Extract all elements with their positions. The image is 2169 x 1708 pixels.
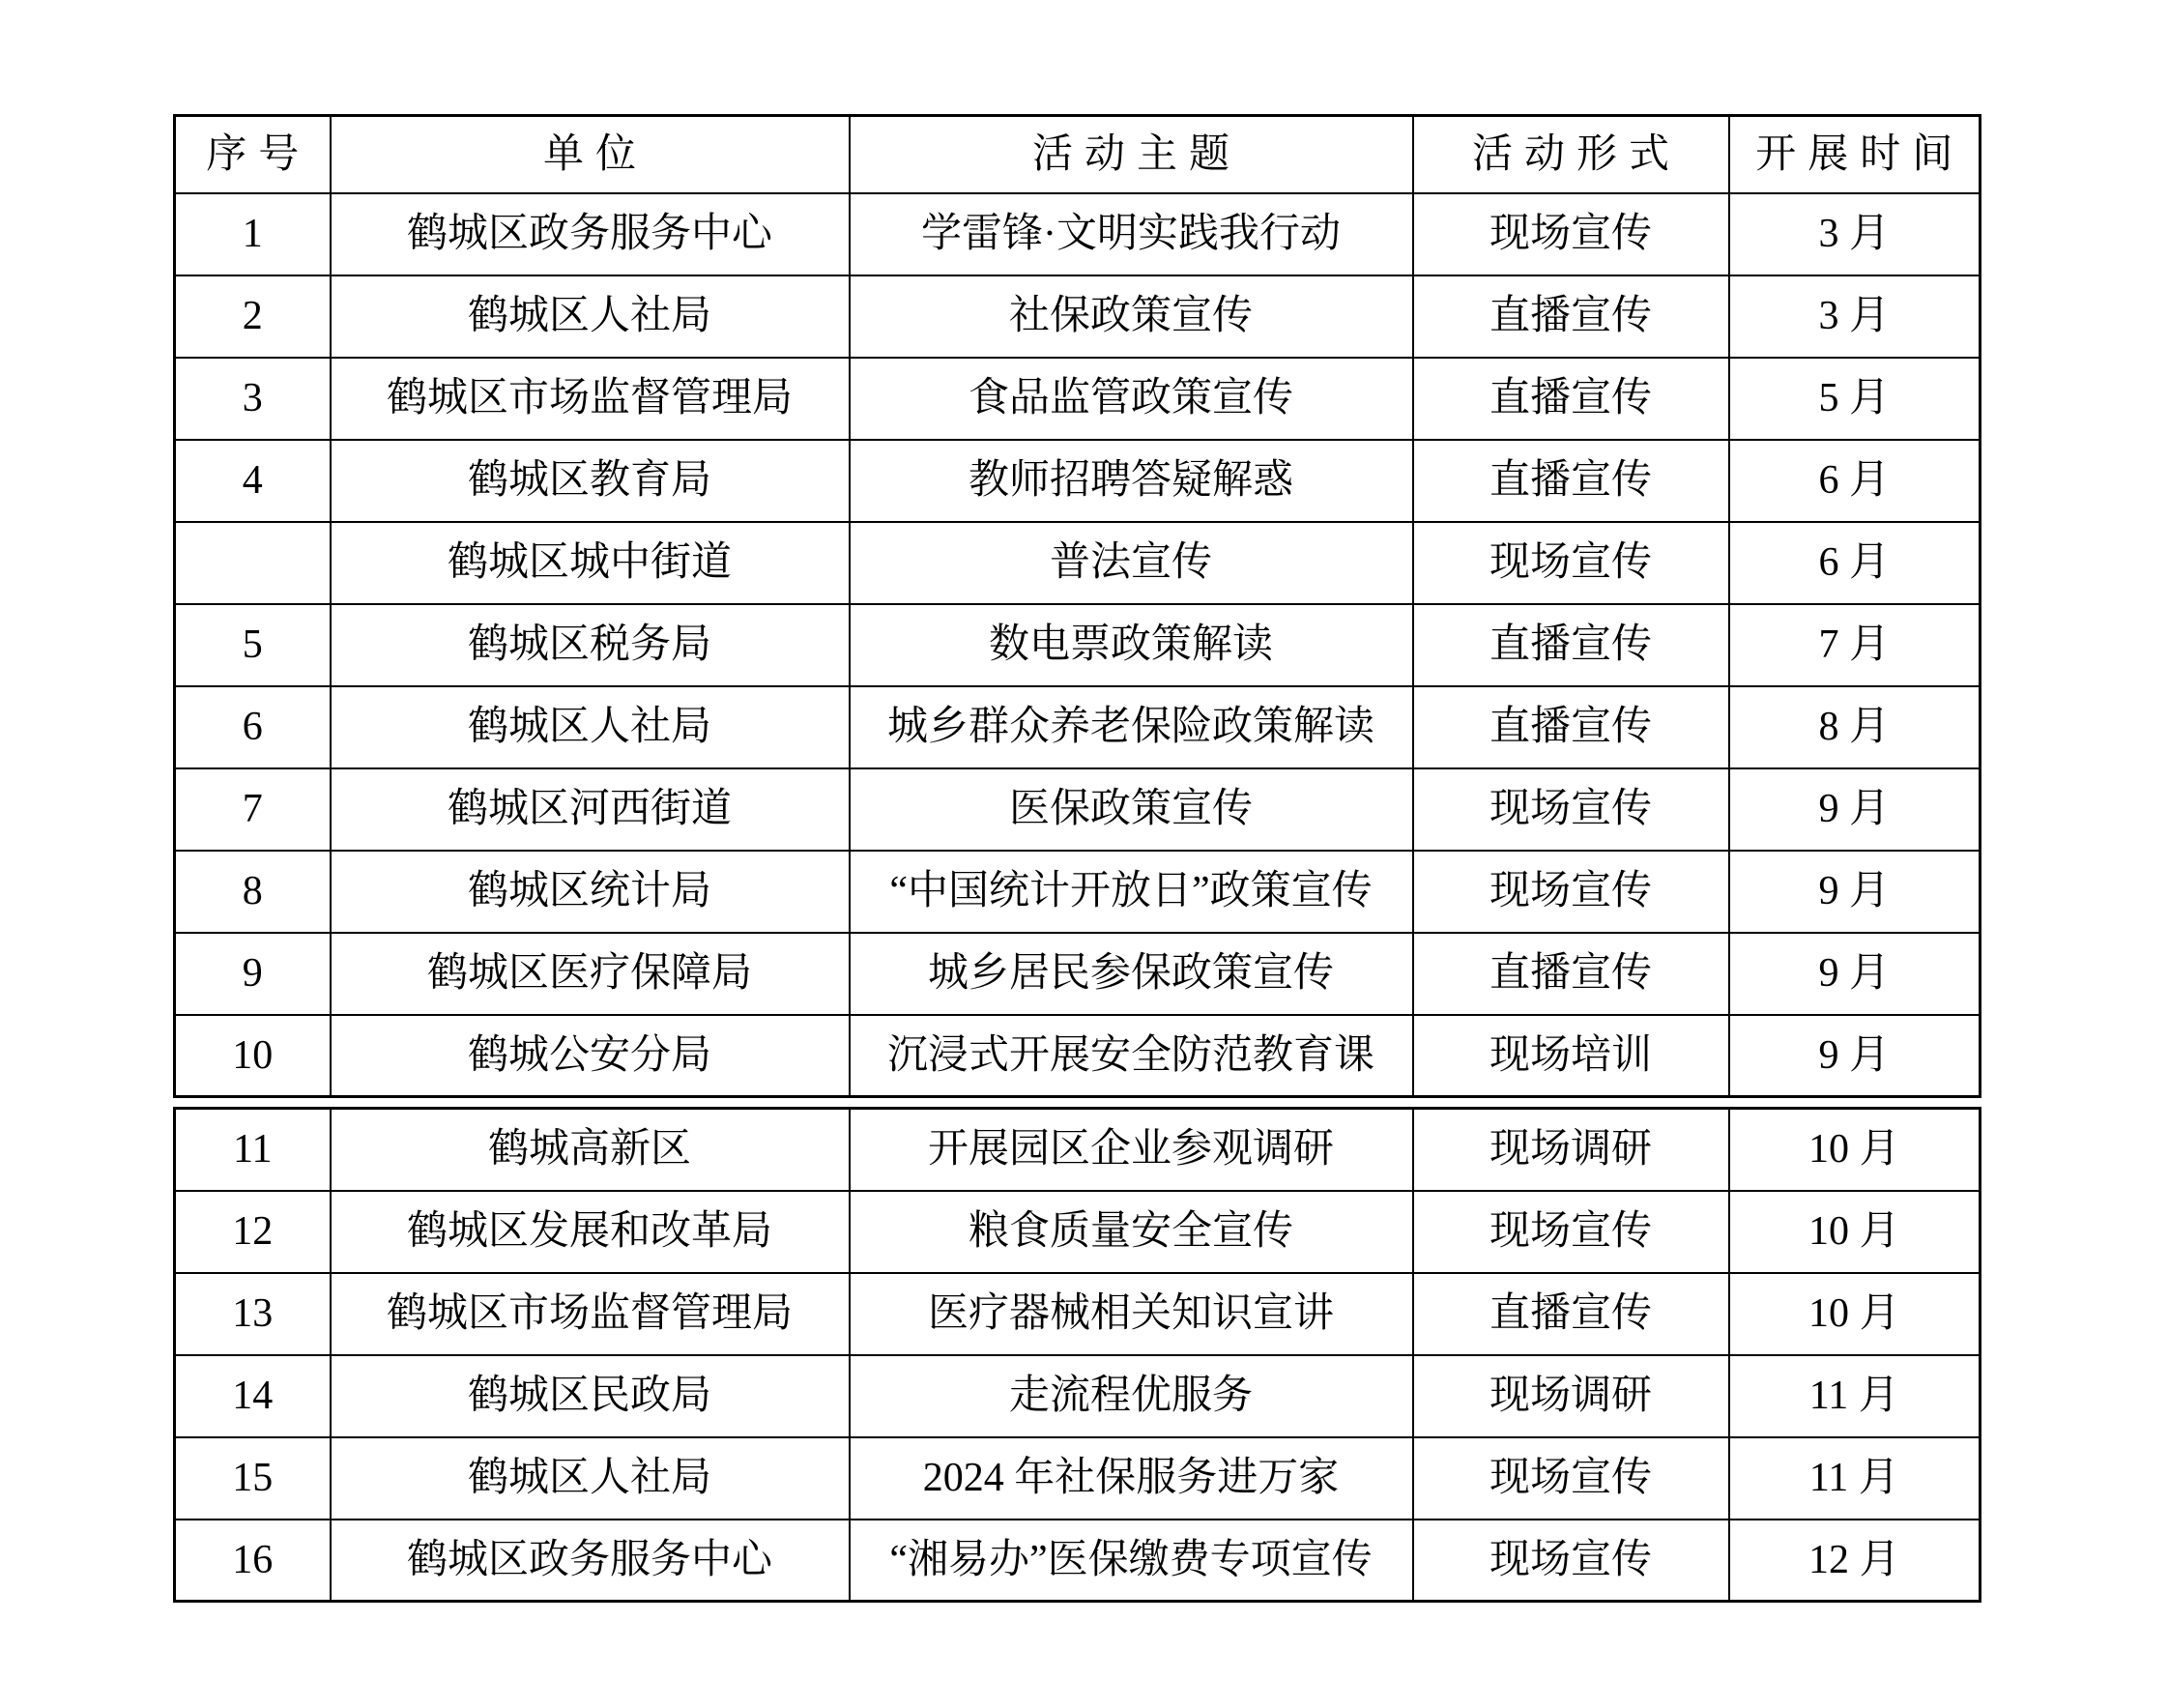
cell-unit: 鹤城区政务服务中心: [331, 193, 850, 275]
table-row: [175, 1015, 1981, 1097]
cell-theme: 2024 年社保服务进万家: [850, 1437, 1413, 1520]
table-row: [175, 1109, 1981, 1191]
cell-theme: 学雷锋·文明实践我行动: [850, 193, 1413, 275]
table-body-rows-1-10: [175, 193, 1981, 1097]
cell-form: 直播宣传: [1413, 440, 1729, 522]
table-row: [175, 604, 1981, 686]
cell-unit: 鹤城区统计局: [331, 851, 850, 933]
cell-unit: 鹤城区人社局: [331, 1437, 850, 1520]
cell-unit: 鹤城高新区: [331, 1109, 850, 1191]
cell-serial-number: 11: [175, 1109, 331, 1191]
cell-form: 现场宣传: [1413, 768, 1729, 851]
cell-time: 9 月: [1729, 768, 1981, 851]
cell-theme: “中国统计开放日”政策宣传: [850, 851, 1413, 933]
cell-form: 现场宣传: [1413, 1191, 1729, 1273]
activity-schedule-document: [173, 114, 1979, 1603]
cell-form: 现场宣传: [1413, 851, 1729, 933]
cell-theme: 医保政策宣传: [850, 768, 1413, 851]
column-header-no: 序号: [175, 116, 331, 193]
cell-serial-number: 13: [175, 1273, 331, 1355]
header-row: [175, 116, 1981, 193]
cell-serial-number: 16: [175, 1520, 331, 1602]
cell-unit: 鹤城区市场监督管理局: [331, 358, 850, 440]
cell-unit: 鹤城区人社局: [331, 686, 850, 768]
table-row: [175, 933, 1981, 1015]
table-row: [175, 193, 1981, 275]
cell-unit: 鹤城区河西街道: [331, 768, 850, 851]
cell-unit: 鹤城区医疗保障局: [331, 933, 850, 1015]
cell-time: 6 月: [1729, 522, 1981, 604]
cell-serial-number: 3: [175, 358, 331, 440]
cell-serial-number: 6: [175, 686, 331, 768]
cell-time: 11 月: [1729, 1355, 1981, 1437]
cell-serial-number: 12: [175, 1191, 331, 1273]
cell-theme: 医疗器械相关知识宣讲: [850, 1273, 1413, 1355]
cell-theme: 城乡群众养老保险政策解读: [850, 686, 1413, 768]
cell-theme: 走流程优服务: [850, 1355, 1413, 1437]
cell-theme: 开展园区企业参观调研: [850, 1109, 1413, 1191]
cell-form: 直播宣传: [1413, 358, 1729, 440]
cell-theme: 数电票政策解读: [850, 604, 1413, 686]
cell-theme: 粮食质量安全宣传: [850, 1191, 1413, 1273]
cell-form: 现场调研: [1413, 1109, 1729, 1191]
cell-form: 直播宣传: [1413, 933, 1729, 1015]
cell-unit: 鹤城区政务服务中心: [331, 1520, 850, 1602]
cell-time: 9 月: [1729, 933, 1981, 1015]
cell-theme: 食品监管政策宣传: [850, 358, 1413, 440]
cell-theme: 普法宣传: [850, 522, 1413, 604]
cell-time: 11 月: [1729, 1437, 1981, 1520]
cell-time: 8 月: [1729, 686, 1981, 768]
table-row: [175, 1355, 1981, 1437]
cell-time: 9 月: [1729, 1015, 1981, 1097]
column-header-unit: 单位: [331, 116, 850, 193]
cell-form: 直播宣传: [1413, 686, 1729, 768]
cell-time: 6 月: [1729, 440, 1981, 522]
cell-unit: 鹤城公安分局: [331, 1015, 850, 1097]
cell-theme: 教师招聘答疑解惑: [850, 440, 1413, 522]
cell-time: 12 月: [1729, 1520, 1981, 1602]
cell-serial-number: [175, 522, 331, 604]
cell-form: 现场宣传: [1413, 193, 1729, 275]
cell-serial-number: 2: [175, 275, 331, 358]
table-row: [175, 1437, 1981, 1520]
table-row: [175, 440, 1981, 522]
schedule-table-2: [173, 1107, 1981, 1603]
cell-time: 10 月: [1729, 1273, 1981, 1355]
cell-time: 9 月: [1729, 851, 1981, 933]
cell-time: 10 月: [1729, 1109, 1981, 1191]
cell-theme: “湘易办”医保缴费专项宣传: [850, 1520, 1413, 1602]
cell-form: 现场宣传: [1413, 522, 1729, 604]
cell-unit: 鹤城区民政局: [331, 1355, 850, 1437]
cell-serial-number: 10: [175, 1015, 331, 1097]
column-header-form: 活动形式: [1413, 116, 1729, 193]
cell-serial-number: 7: [175, 768, 331, 851]
table-section-gap: [173, 1098, 1979, 1107]
cell-form: 直播宣传: [1413, 1273, 1729, 1355]
cell-serial-number: 15: [175, 1437, 331, 1520]
cell-unit: 鹤城区城中街道: [331, 522, 850, 604]
cell-time: 7 月: [1729, 604, 1981, 686]
cell-theme: 社保政策宣传: [850, 275, 1413, 358]
cell-serial-number: 4: [175, 440, 331, 522]
cell-form: 直播宣传: [1413, 604, 1729, 686]
table-body-rows-11-16: [175, 1109, 1981, 1602]
cell-unit: 鹤城区教育局: [331, 440, 850, 522]
schedule-table-1: [173, 114, 1981, 1098]
cell-time: 10 月: [1729, 1191, 1981, 1273]
cell-form: 现场宣传: [1413, 1437, 1729, 1520]
cell-serial-number: 9: [175, 933, 331, 1015]
cell-form: 现场宣传: [1413, 1520, 1729, 1602]
cell-time: 3 月: [1729, 193, 1981, 275]
cell-theme: 沉浸式开展安全防范教育课: [850, 1015, 1413, 1097]
cell-form: 直播宣传: [1413, 275, 1729, 358]
cell-form: 现场调研: [1413, 1355, 1729, 1437]
table-row: [175, 1273, 1981, 1355]
cell-theme: 城乡居民参保政策宣传: [850, 933, 1413, 1015]
cell-unit: 鹤城区发展和改革局: [331, 1191, 850, 1273]
cell-unit: 鹤城区税务局: [331, 604, 850, 686]
cell-unit: 鹤城区市场监督管理局: [331, 1273, 850, 1355]
table-row: [175, 358, 1981, 440]
table-row: [175, 768, 1981, 851]
column-header-time: 开展时间: [1729, 116, 1981, 193]
table-row: [175, 1191, 1981, 1273]
cell-serial-number: 8: [175, 851, 331, 933]
column-header-theme: 活动主题: [850, 116, 1413, 193]
cell-serial-number: 1: [175, 193, 331, 275]
cell-time: 3 月: [1729, 275, 1981, 358]
cell-unit: 鹤城区人社局: [331, 275, 850, 358]
table-row: [175, 851, 1981, 933]
table-row: [175, 522, 1981, 604]
cell-form: 现场培训: [1413, 1015, 1729, 1097]
table-row: [175, 686, 1981, 768]
table-row: [175, 275, 1981, 358]
cell-serial-number: 14: [175, 1355, 331, 1437]
cell-serial-number: 5: [175, 604, 331, 686]
cell-time: 5 月: [1729, 358, 1981, 440]
table-row: [175, 1520, 1981, 1602]
